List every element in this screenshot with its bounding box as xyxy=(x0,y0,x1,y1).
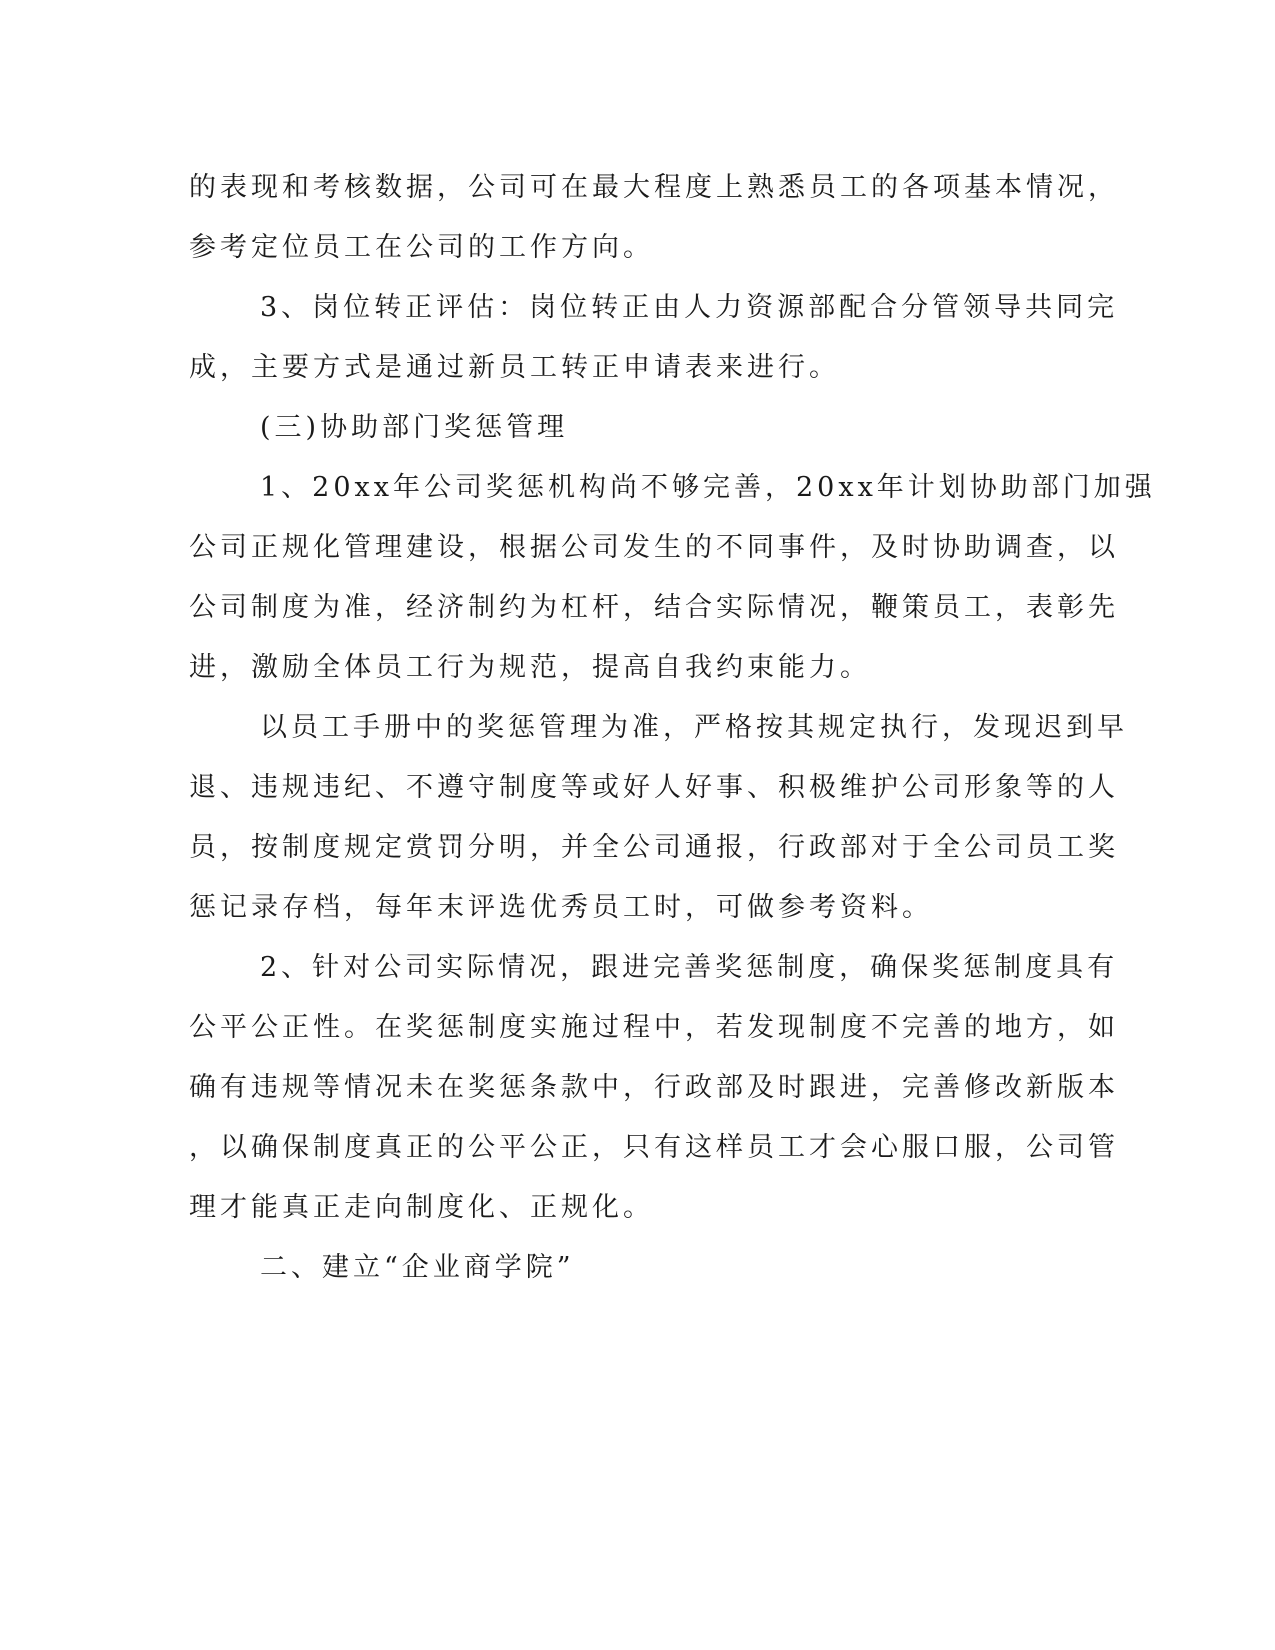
text-line: 以员工手册中的奖惩管理为准，严格按其规定执行，发现迟到早 xyxy=(260,712,1128,743)
text-line: 进，激励全体员工行为规范，提高自我约束能力。 xyxy=(189,652,871,683)
text-line: 公司正规化管理建设，根据公司发生的不同事件，及时协助调查，以 xyxy=(189,532,1119,563)
text-line: 员，按制度规定赏罚分明，并全公司通报，行政部对于全公司员工奖 xyxy=(189,832,1119,863)
text-line: 惩记录存档，每年末评选优秀员工时，可做参考资料。 xyxy=(189,892,933,923)
text-line: 退、违规违纪、不遵守制度等或好人好事、积极维护公司形象等的人 xyxy=(189,772,1119,803)
text-line: 的表现和考核数据，公司可在最大程度上熟悉员工的各项基本情况， xyxy=(189,172,1119,203)
text-line: 公司制度为准，经济制约为杠杆，结合实际情况，鞭策员工，表彰先 xyxy=(189,592,1119,623)
text-line: ，以确保制度真正的公平公正，只有这样员工才会心服口服，公司管 xyxy=(189,1132,1119,1163)
text-line: 2、针对公司实际情况，跟进完善奖惩制度，确保奖惩制度具有 xyxy=(260,952,1119,983)
section-heading: 二、建立“企业商学院” xyxy=(260,1252,575,1283)
text-line: 成，主要方式是通过新员工转正申请表来进行。 xyxy=(189,352,840,383)
document-body xyxy=(189,158,1156,1298)
text-line: 确有违规等情况未在奖惩条款中，行政部及时跟进，完善修改新版本 xyxy=(189,1072,1119,1103)
text-line: 公平公正性。在奖惩制度实施过程中，若发现制度不完善的地方，如 xyxy=(189,1012,1119,1043)
text-line: 理才能真正走向制度化、正规化。 xyxy=(189,1192,654,1223)
section-heading: (三)协助部门奖惩管理 xyxy=(260,412,569,443)
text-line: 1、20xx年公司奖惩机构尚不够完善，20xx年计划协助部门加强 xyxy=(260,472,1156,503)
text-line: 参考定位员工在公司的工作方向。 xyxy=(189,232,654,263)
text-line: 3、岗位转正评估：岗位转正由人力资源部配合分管领导共同完 xyxy=(260,292,1119,323)
